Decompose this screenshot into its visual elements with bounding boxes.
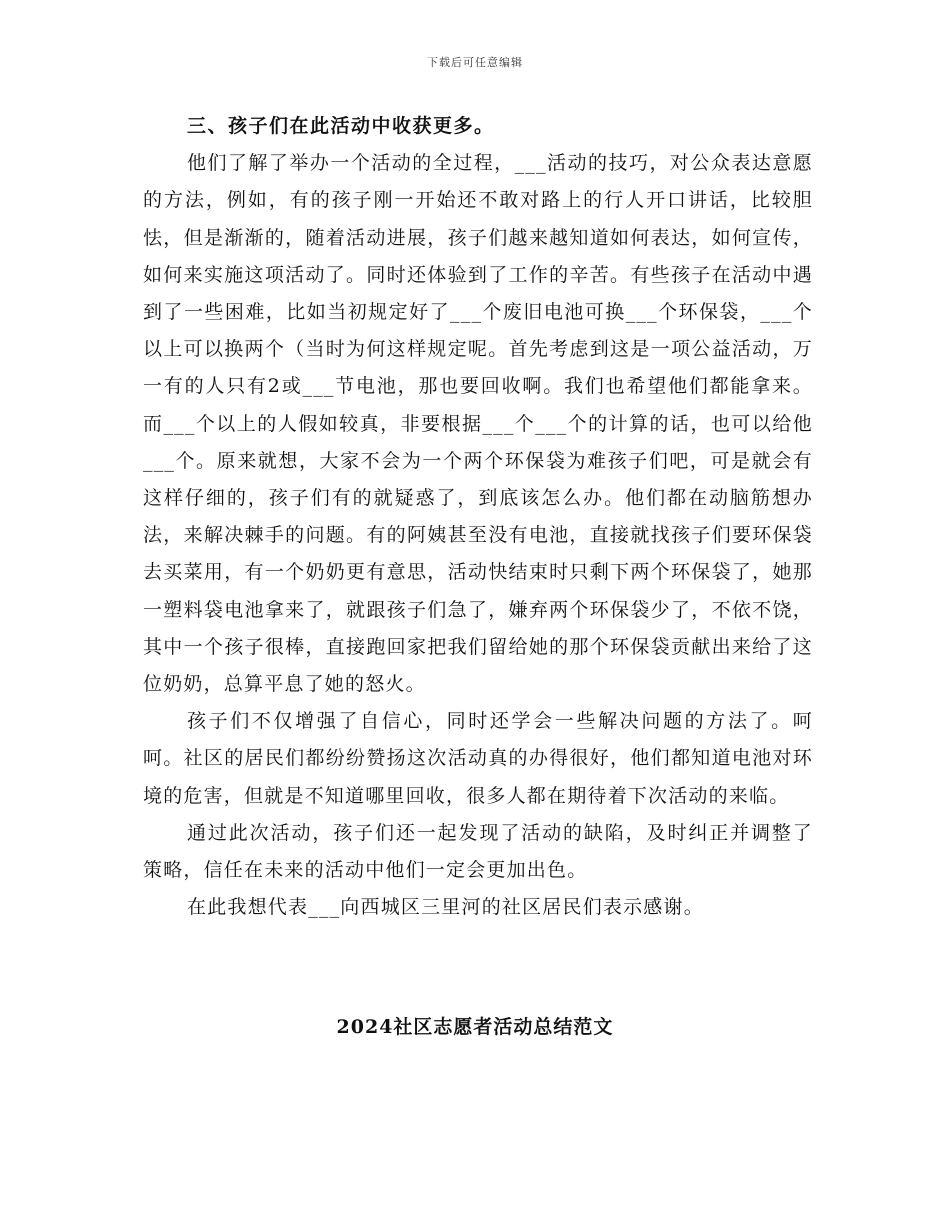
page-header: 下载后可任意编辑: [427, 56, 523, 69]
paragraph-thanks: 在此我想代表___向西城区三里河的社区居民们表示感谢。: [187, 896, 704, 919]
document-body: [143, 108, 813, 926]
paragraph-confidence: 孩子们不仅增强了自信心，同时还学会一些解决问题的方法了。呵呵。社区的居民们都纷纷赞扬这次活动真的办得很好，他们都知道电池对环境的危害，但就是不知道哪里回收，很多人都在期待着下次活动的来临。: [143, 710, 813, 807]
paragraph-gains: 他们了解了举办一个活动的全过程，___活动的技巧，对公众表达意愿的方法，例如，有的孩子刚一开始还不敢对路上的行人开口讲话，比较胆怯，但是渐渐的，随着活动进展，孩子们越来越知道如何表达，如何宣传，如何来实施这项活动了。同时还体验到了工作的辛苦。有些孩子在活动中遇到了一些困难，比如当初规定好了___个废旧电池可换___个环保袋，___个以上可以换两个（当时为何这样规定呢。首先考虑到这是一项公益活动，万一有的人只有2或___节电池，那也要回收啊。我们也希望他们都能拿来。而___个以上的人假如较真，非要根据___个___个的计算的话，也可以给他___个。原来就想，大家不会为一个两个环保袋为难孩子们吧，可是就会有这样仔细的，孩子们有的就疑惑了，到底该怎么办。他们都在动脑筋想办法，来解决棘手的问题。有的阿姨甚至没有电池，直接就找孩子们要环保袋去买菜用，有一个奶奶更有意思，活动快结束时只剩下两个环保袋了，她那一塑料袋电池拿来了，就跟孩子们急了，嫌弃两个环保袋少了，不依不饶，其中一个孩子很棒，直接跑回家把我们留给她的那个环保袋贡献出来给了这位奶奶，总算平息了她的怒火。: [143, 152, 813, 696]
next-document-title: 2024社区志愿者活动总结范文: [336, 1016, 614, 1038]
section-heading: 三、孩子们在此活动中收获更多。: [187, 115, 495, 137]
paragraph-improvement: 通过此次活动，孩子们还一起发现了活动的缺陷，及时纠正并调整了策略，信任在未来的活动中他们一定会更加出色。: [143, 821, 813, 882]
